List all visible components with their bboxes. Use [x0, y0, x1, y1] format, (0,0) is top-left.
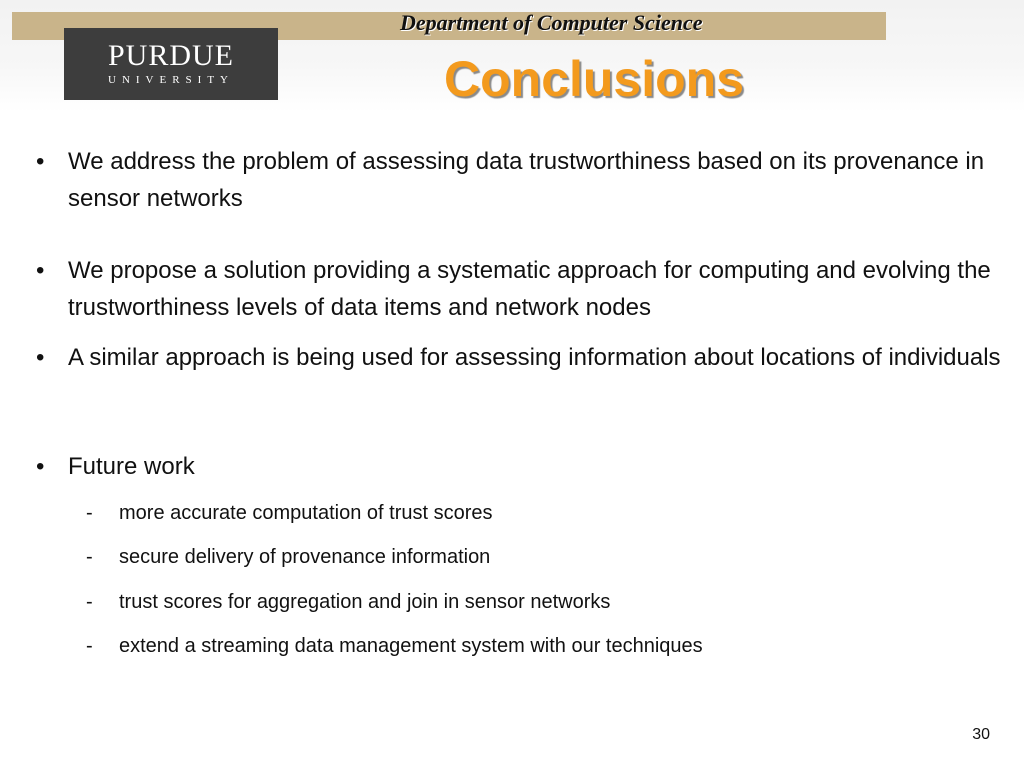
bullet-text: Future work: [68, 453, 195, 480]
bullet-item: [36, 143, 1006, 217]
bullet-text: A similar approach is being used for assessing information about locations of individuals: [68, 344, 1001, 371]
bullet-text: We propose a solution providing a systematic approach for computing and evolving the trustworthiness levels of data items and network nodes: [68, 257, 991, 321]
future-work-item: [86, 542, 986, 572]
future-work-item: [86, 631, 986, 661]
dash-marker: -: [86, 635, 93, 657]
dash-marker: -: [86, 591, 93, 613]
future-work-text: extend a streaming data management system with our techniques: [119, 635, 703, 657]
department-title: Department of Computer Science: [400, 10, 703, 35]
future-work-item: [86, 498, 986, 528]
logo-wordmark: PURDUE: [107, 39, 234, 72]
dash-marker: -: [86, 546, 93, 568]
future-work-text: more accurate computation of trust scores: [119, 502, 493, 524]
future-work-item: [86, 587, 986, 617]
page-number: 30: [972, 726, 990, 743]
future-work-text: trust scores for aggregation and join in sensor networks: [119, 591, 611, 613]
bullet-marker: •: [36, 148, 45, 175]
future-work-text: secure delivery of provenance information: [119, 546, 491, 568]
bullet-marker: •: [36, 344, 45, 371]
logo-subtitle: UNIVERSITY: [108, 74, 234, 86]
bullet-marker: •: [36, 257, 45, 284]
bullet-item: [36, 339, 1006, 376]
bullet-item: [36, 252, 1006, 326]
bullet-marker: •: [36, 453, 45, 480]
slide-title: Conclusions: [444, 51, 745, 107]
bullet-text: We address the problem of assessing data trustworthiness based on its provenance in sensor networks: [68, 148, 985, 212]
dash-marker: -: [86, 502, 93, 524]
bullet-item-future-work: [36, 448, 1006, 485]
